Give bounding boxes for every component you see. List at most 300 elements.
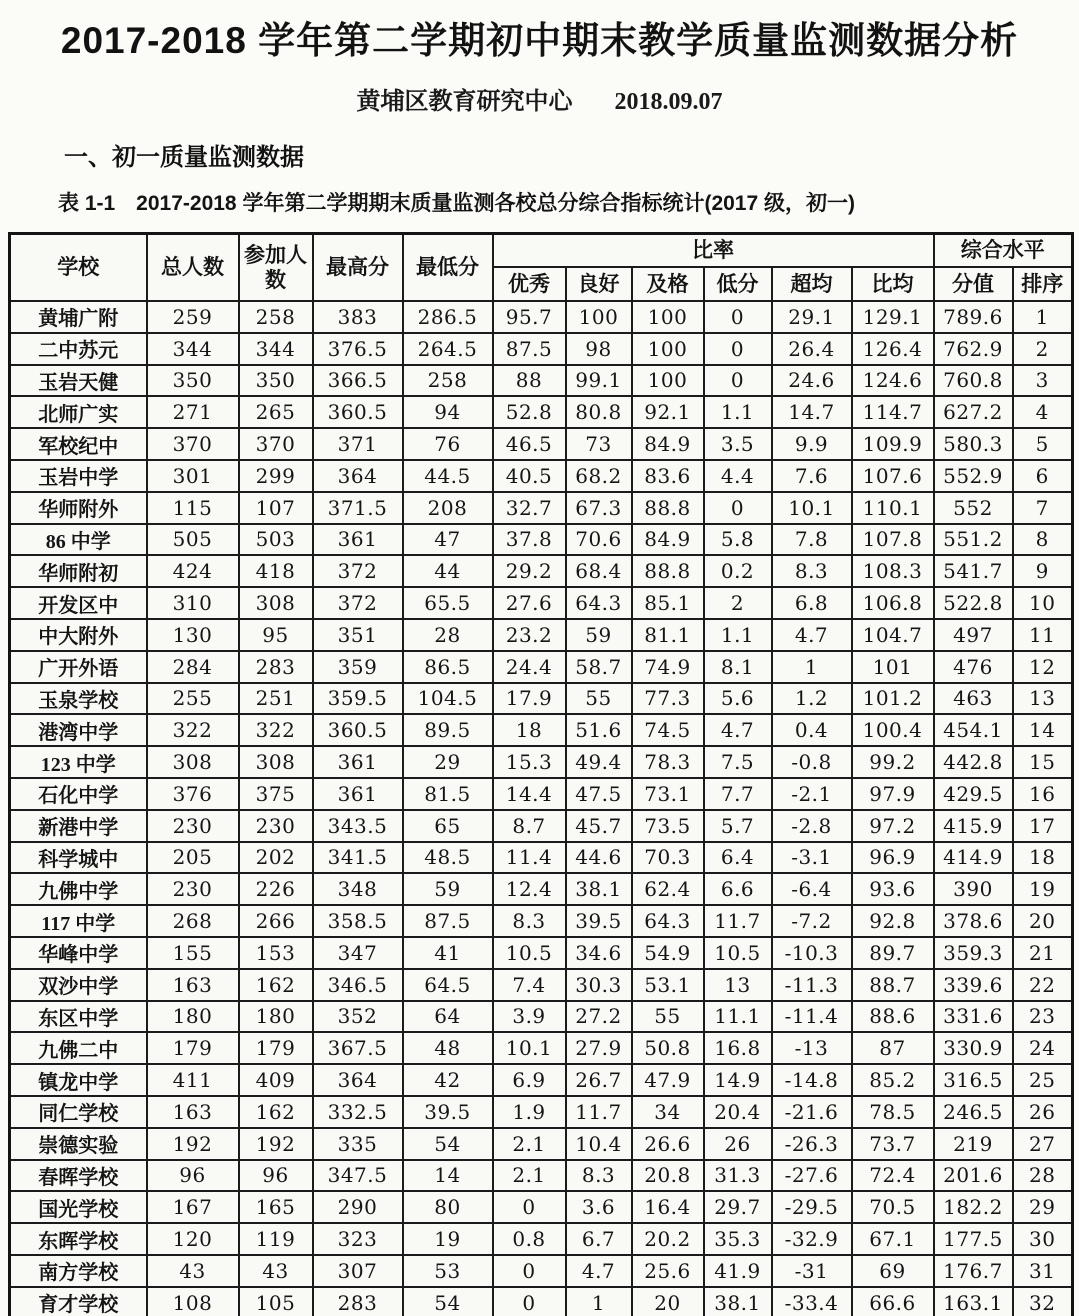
value-cell: 411 — [147, 1064, 239, 1096]
value-cell: 6.6 — [704, 873, 772, 905]
value-cell: 390 — [934, 873, 1013, 905]
value-cell: 6 — [1013, 460, 1073, 492]
value-cell: 88.6 — [852, 1001, 934, 1033]
value-cell: 414.9 — [934, 842, 1013, 874]
value-cell: 9 — [1013, 555, 1073, 587]
col-header-rank: 排序 — [1013, 267, 1073, 301]
value-cell: 359 — [313, 651, 403, 683]
value-cell: 208 — [403, 492, 493, 524]
value-cell: 283 — [239, 651, 313, 683]
value-cell: 108 — [147, 1287, 239, 1316]
value-cell: 76 — [403, 428, 493, 460]
value-cell: 371.5 — [313, 492, 403, 524]
table-row — [10, 555, 1073, 587]
value-cell: 81.1 — [632, 619, 704, 651]
value-cell: 50.8 — [632, 1032, 704, 1064]
value-cell: 230 — [147, 810, 239, 842]
table-body — [10, 301, 1073, 1316]
value-cell: 6.4 — [704, 842, 772, 874]
value-cell: 180 — [239, 1001, 313, 1033]
value-cell: 0 — [493, 1287, 566, 1316]
value-cell: 87.5 — [403, 905, 493, 937]
value-cell: 360.5 — [313, 714, 403, 746]
school-name-cell: 中大附外 — [10, 619, 147, 651]
school-name-cell: 镇龙中学 — [10, 1064, 147, 1096]
value-cell: 27.9 — [566, 1032, 632, 1064]
organization-name: 黄埔区教育研究中心 — [356, 89, 573, 115]
value-cell: 17.9 — [493, 683, 566, 715]
value-cell: 322 — [147, 714, 239, 746]
value-cell: -2.8 — [772, 810, 852, 842]
value-cell: 264.5 — [403, 333, 493, 365]
value-cell: 259 — [147, 301, 239, 333]
value-cell: 364 — [313, 460, 403, 492]
value-cell: 10.4 — [566, 1128, 632, 1160]
value-cell: 30 — [1013, 1223, 1073, 1255]
table-row — [10, 905, 1073, 937]
value-cell: 26 — [704, 1128, 772, 1160]
table-row — [10, 778, 1073, 810]
col-header-ratio-average: 比均 — [852, 267, 934, 301]
value-cell: 3.6 — [566, 1191, 632, 1223]
document-page — [0, 16, 1079, 1316]
value-cell: 370 — [147, 428, 239, 460]
value-cell: 271 — [147, 396, 239, 428]
value-cell: -3.1 — [772, 842, 852, 874]
value-cell: 4.7 — [772, 619, 852, 651]
value-cell: 95.7 — [493, 301, 566, 333]
value-cell: 0 — [704, 365, 772, 397]
school-name-cell: 华峰中学 — [10, 937, 147, 969]
value-cell: 5.8 — [704, 524, 772, 556]
col-header-lowest: 最低分 — [403, 234, 493, 302]
value-cell: 1 — [772, 651, 852, 683]
value-cell: 9.9 — [772, 428, 852, 460]
value-cell: 179 — [239, 1032, 313, 1064]
col-header-composite-group: 综合水平 — [934, 234, 1073, 268]
value-cell: 100 — [632, 301, 704, 333]
value-cell: 332.5 — [313, 1096, 403, 1128]
value-cell: 120 — [147, 1223, 239, 1255]
value-cell: 99.2 — [852, 746, 934, 778]
value-cell: 38.1 — [566, 873, 632, 905]
value-cell: 266 — [239, 905, 313, 937]
value-cell: 308 — [239, 587, 313, 619]
value-cell: 372 — [313, 587, 403, 619]
value-cell: 11.7 — [566, 1096, 632, 1128]
value-cell: 25 — [1013, 1064, 1073, 1096]
value-cell: 341.5 — [313, 842, 403, 874]
value-cell: 72.4 — [852, 1160, 934, 1192]
school-name-cell: 港湾中学 — [10, 714, 147, 746]
table-row — [10, 396, 1073, 428]
value-cell: 100 — [632, 365, 704, 397]
table-row — [10, 301, 1073, 333]
value-cell: 88 — [493, 365, 566, 397]
table-row — [10, 1096, 1073, 1128]
col-header-good: 良好 — [566, 267, 632, 301]
value-cell: 83.6 — [632, 460, 704, 492]
value-cell: 283 — [313, 1287, 403, 1316]
value-cell: 99.1 — [566, 365, 632, 397]
value-cell: 6.7 — [566, 1223, 632, 1255]
value-cell: 367.5 — [313, 1032, 403, 1064]
school-name-cell: 玉岩天健 — [10, 365, 147, 397]
value-cell: 376.5 — [313, 333, 403, 365]
value-cell: 177.5 — [934, 1223, 1013, 1255]
value-cell: -7.2 — [772, 905, 852, 937]
col-header-lowscore: 低分 — [704, 267, 772, 301]
value-cell: 62.4 — [632, 873, 704, 905]
value-cell: 38.1 — [704, 1287, 772, 1316]
value-cell: 258 — [403, 365, 493, 397]
value-cell: 14.4 — [493, 778, 566, 810]
school-name-cell: 国光学校 — [10, 1191, 147, 1223]
value-cell: 28 — [403, 619, 493, 651]
table-row — [10, 1287, 1073, 1316]
value-cell: 8.3 — [772, 555, 852, 587]
value-cell: 74.5 — [632, 714, 704, 746]
value-cell: 88.8 — [632, 492, 704, 524]
value-cell: -32.9 — [772, 1223, 852, 1255]
value-cell: 39.5 — [566, 905, 632, 937]
value-cell: 47.5 — [566, 778, 632, 810]
value-cell: 67.3 — [566, 492, 632, 524]
school-name-cell: 玉泉学校 — [10, 683, 147, 715]
value-cell: 85.1 — [632, 587, 704, 619]
value-cell: 0.8 — [493, 1223, 566, 1255]
value-cell: 299 — [239, 460, 313, 492]
table-row — [10, 524, 1073, 556]
value-cell: 310 — [147, 587, 239, 619]
school-name-cell: 东区中学 — [10, 1001, 147, 1033]
value-cell: 54.9 — [632, 937, 704, 969]
value-cell: 163.1 — [934, 1287, 1013, 1316]
value-cell: 762.9 — [934, 333, 1013, 365]
value-cell: 45.7 — [566, 810, 632, 842]
table-row — [10, 365, 1073, 397]
value-cell: 2.1 — [493, 1160, 566, 1192]
value-cell: 64 — [403, 1001, 493, 1033]
school-name-cell: 北师广实 — [10, 396, 147, 428]
value-cell: 48 — [403, 1032, 493, 1064]
value-cell: 73.5 — [632, 810, 704, 842]
value-cell: 28 — [1013, 1160, 1073, 1192]
value-cell: -31 — [772, 1255, 852, 1287]
value-cell: 1.9 — [493, 1096, 566, 1128]
value-cell: 8 — [1013, 524, 1073, 556]
value-cell: 347 — [313, 937, 403, 969]
school-name-cell: 黄埔广附 — [10, 301, 147, 333]
value-cell: 361 — [313, 524, 403, 556]
value-cell: 47.9 — [632, 1064, 704, 1096]
value-cell: 344 — [239, 333, 313, 365]
value-cell: 360.5 — [313, 396, 403, 428]
value-cell: 0 — [493, 1191, 566, 1223]
value-cell: 1 — [566, 1287, 632, 1316]
col-header-pass: 及格 — [632, 267, 704, 301]
value-cell: 7.4 — [493, 969, 566, 1001]
value-cell: 46.5 — [493, 428, 566, 460]
value-cell: 49.4 — [566, 746, 632, 778]
value-cell: 101.2 — [852, 683, 934, 715]
value-cell: 95 — [239, 619, 313, 651]
value-cell: 93.6 — [852, 873, 934, 905]
value-cell: 108.3 — [852, 555, 934, 587]
value-cell: 330.9 — [934, 1032, 1013, 1064]
value-cell: 552.9 — [934, 460, 1013, 492]
col-header-ratio-group: 比率 — [493, 234, 934, 268]
table-row — [10, 683, 1073, 715]
value-cell: 308 — [239, 746, 313, 778]
table-row — [10, 1128, 1073, 1160]
value-cell: 497 — [934, 619, 1013, 651]
value-cell: 163 — [147, 1096, 239, 1128]
value-cell: 26.7 — [566, 1064, 632, 1096]
value-cell: 205 — [147, 842, 239, 874]
value-cell: 27.6 — [493, 587, 566, 619]
value-cell: 251 — [239, 683, 313, 715]
value-cell: 73.1 — [632, 778, 704, 810]
value-cell: 78.5 — [852, 1096, 934, 1128]
value-cell: 37.8 — [493, 524, 566, 556]
value-cell: 26 — [1013, 1096, 1073, 1128]
value-cell: 2 — [1013, 333, 1073, 365]
value-cell: 0 — [493, 1255, 566, 1287]
value-cell: 96 — [147, 1160, 239, 1192]
value-cell: 84.9 — [632, 524, 704, 556]
value-cell: 47 — [403, 524, 493, 556]
value-cell: 322 — [239, 714, 313, 746]
value-cell: 522.8 — [934, 587, 1013, 619]
value-cell: 307 — [313, 1255, 403, 1287]
value-cell: 350 — [147, 365, 239, 397]
value-cell: 30.3 — [566, 969, 632, 1001]
school-name-cell: 123 中学 — [10, 746, 147, 778]
value-cell: 29.1 — [772, 301, 852, 333]
value-cell: 2 — [704, 587, 772, 619]
value-cell: 162 — [239, 969, 313, 1001]
value-cell: 7 — [1013, 492, 1073, 524]
value-cell: 348 — [313, 873, 403, 905]
table-row — [10, 969, 1073, 1001]
school-name-cell: 崇德实验 — [10, 1128, 147, 1160]
col-header-excellent: 优秀 — [493, 267, 566, 301]
value-cell: 106.8 — [852, 587, 934, 619]
value-cell: 552 — [934, 492, 1013, 524]
value-cell: 323 — [313, 1223, 403, 1255]
value-cell: 16.8 — [704, 1032, 772, 1064]
value-cell: 87 — [852, 1032, 934, 1064]
value-cell: 24.4 — [493, 651, 566, 683]
value-cell: 94 — [403, 396, 493, 428]
value-cell: 68.4 — [566, 555, 632, 587]
value-cell: 10.5 — [704, 937, 772, 969]
value-cell: 24 — [1013, 1032, 1073, 1064]
value-cell: 130 — [147, 619, 239, 651]
value-cell: 12 — [1013, 651, 1073, 683]
value-cell: 96 — [239, 1160, 313, 1192]
school-name-cell: 育才学校 — [10, 1287, 147, 1316]
value-cell: 41.9 — [704, 1255, 772, 1287]
value-cell: 64.3 — [566, 587, 632, 619]
table-row — [10, 460, 1073, 492]
value-cell: 1 — [1013, 301, 1073, 333]
value-cell: 13 — [1013, 683, 1073, 715]
value-cell: 70.5 — [852, 1191, 934, 1223]
value-cell: 8.1 — [704, 651, 772, 683]
value-cell: 7.8 — [772, 524, 852, 556]
school-name-cell: 华师附初 — [10, 555, 147, 587]
value-cell: 179 — [147, 1032, 239, 1064]
stats-table — [8, 232, 1074, 1316]
table-row — [10, 587, 1073, 619]
value-cell: 16 — [1013, 778, 1073, 810]
value-cell: 5 — [1013, 428, 1073, 460]
col-header-school: 学校 — [10, 234, 147, 302]
value-cell: 418 — [239, 555, 313, 587]
value-cell: 54 — [403, 1128, 493, 1160]
document-date: 2018.09.07 — [614, 89, 723, 115]
value-cell: 3 — [1013, 365, 1073, 397]
table-caption: 表 1-1 2017-2018 学年第二学期期末质量监测各校总分综合指标统计(2017 级，初一) — [58, 192, 855, 215]
value-cell: 20.4 — [704, 1096, 772, 1128]
value-cell: 580.3 — [934, 428, 1013, 460]
value-cell: 101 — [852, 651, 934, 683]
value-cell: 20.2 — [632, 1223, 704, 1255]
school-name-cell: 新港中学 — [10, 810, 147, 842]
col-header-score-value: 分值 — [934, 267, 1013, 301]
value-cell: 4.4 — [704, 460, 772, 492]
value-cell: 88.8 — [632, 555, 704, 587]
school-name-cell: 春晖学校 — [10, 1160, 147, 1192]
section-heading: 一、初一质量监测数据 — [64, 144, 304, 171]
value-cell: 31.3 — [704, 1160, 772, 1192]
value-cell: 97.2 — [852, 810, 934, 842]
value-cell: 65 — [403, 810, 493, 842]
value-cell: 19 — [403, 1223, 493, 1255]
value-cell: 74.9 — [632, 651, 704, 683]
value-cell: 24.6 — [772, 365, 852, 397]
value-cell: 96.9 — [852, 842, 934, 874]
value-cell: 107.8 — [852, 524, 934, 556]
value-cell: 23.2 — [493, 619, 566, 651]
col-header-highest: 最高分 — [313, 234, 403, 302]
value-cell: 442.8 — [934, 746, 1013, 778]
table-row — [10, 746, 1073, 778]
value-cell: 104.7 — [852, 619, 934, 651]
value-cell: 86.5 — [403, 651, 493, 683]
value-cell: 361 — [313, 778, 403, 810]
table-row — [10, 1064, 1073, 1096]
value-cell: 351 — [313, 619, 403, 651]
value-cell: 6.8 — [772, 587, 852, 619]
school-name-cell: 东晖学校 — [10, 1223, 147, 1255]
value-cell: 26.4 — [772, 333, 852, 365]
value-cell: 31 — [1013, 1255, 1073, 1287]
value-cell: 87.5 — [493, 333, 566, 365]
value-cell: 201.6 — [934, 1160, 1013, 1192]
value-cell: 3.9 — [493, 1001, 566, 1033]
table-row — [10, 714, 1073, 746]
value-cell: 5.7 — [704, 810, 772, 842]
value-cell: 110.1 — [852, 492, 934, 524]
value-cell: 11.7 — [704, 905, 772, 937]
col-header-total: 总人数 — [147, 234, 239, 302]
value-cell: 59 — [566, 619, 632, 651]
value-cell: 165 — [239, 1191, 313, 1223]
value-cell: -10.3 — [772, 937, 852, 969]
value-cell: 255 — [147, 683, 239, 715]
value-cell: 43 — [147, 1255, 239, 1287]
document-subtitle — [0, 81, 1079, 116]
value-cell: 14.9 — [704, 1064, 772, 1096]
value-cell: 219 — [934, 1128, 1013, 1160]
value-cell: 59 — [403, 873, 493, 905]
value-cell: 359.3 — [934, 937, 1013, 969]
value-cell: 0 — [704, 492, 772, 524]
value-cell: 192 — [239, 1128, 313, 1160]
value-cell: 350 — [239, 365, 313, 397]
value-cell: 80 — [403, 1191, 493, 1223]
value-cell: 126.4 — [852, 333, 934, 365]
value-cell: 77.3 — [632, 683, 704, 715]
value-cell: 163 — [147, 969, 239, 1001]
school-name-cell: 石化中学 — [10, 778, 147, 810]
value-cell: 383 — [313, 301, 403, 333]
table-row — [10, 1160, 1073, 1192]
table-row — [10, 333, 1073, 365]
value-cell: 25.6 — [632, 1255, 704, 1287]
value-cell: -14.8 — [772, 1064, 852, 1096]
table-row — [10, 619, 1073, 651]
value-cell: 11 — [1013, 619, 1073, 651]
value-cell: 162 — [239, 1096, 313, 1128]
value-cell: 258 — [239, 301, 313, 333]
value-cell: 463 — [934, 683, 1013, 715]
table-row — [10, 873, 1073, 905]
value-cell: 359.5 — [313, 683, 403, 715]
value-cell: 541.7 — [934, 555, 1013, 587]
value-cell: 789.6 — [934, 301, 1013, 333]
value-cell: 97.9 — [852, 778, 934, 810]
school-name-cell: 同仁学校 — [10, 1096, 147, 1128]
value-cell: 409 — [239, 1064, 313, 1096]
value-cell: -33.4 — [772, 1287, 852, 1316]
value-cell: 92.1 — [632, 396, 704, 428]
value-cell: 352 — [313, 1001, 403, 1033]
value-cell: 40.5 — [493, 460, 566, 492]
value-cell: -13 — [772, 1032, 852, 1064]
value-cell: 14.7 — [772, 396, 852, 428]
table-row — [10, 937, 1073, 969]
value-cell: 551.2 — [934, 524, 1013, 556]
value-cell: 27.2 — [566, 1001, 632, 1033]
value-cell: 364 — [313, 1064, 403, 1096]
value-cell: 366.5 — [313, 365, 403, 397]
value-cell: 10 — [1013, 587, 1073, 619]
value-cell: 15.3 — [493, 746, 566, 778]
value-cell: -11.3 — [772, 969, 852, 1001]
value-cell: 358.5 — [313, 905, 403, 937]
school-name-cell: 双沙中学 — [10, 969, 147, 1001]
value-cell: 10.1 — [772, 492, 852, 524]
school-name-cell: 九佛二中 — [10, 1032, 147, 1064]
value-cell: 454.1 — [934, 714, 1013, 746]
value-cell: 69 — [852, 1255, 934, 1287]
header-row-groups — [10, 234, 1073, 268]
value-cell: 286.5 — [403, 301, 493, 333]
